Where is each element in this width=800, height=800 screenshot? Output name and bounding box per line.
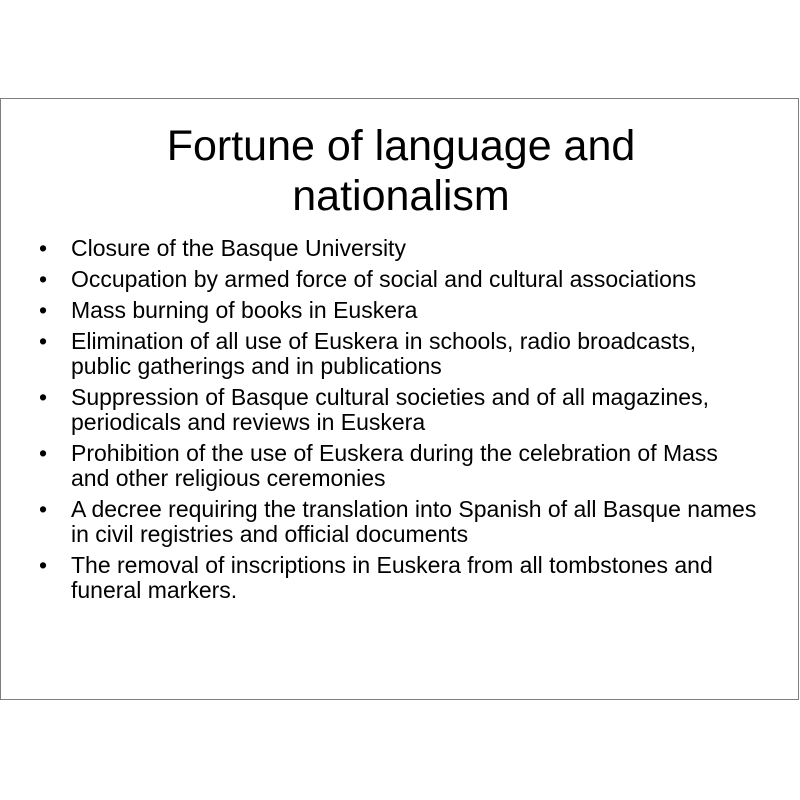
- bullet-text: Prohibition of the use of Euskera during the celebration of Mass and other religious ceremonies: [71, 440, 718, 491]
- bullet-text: Elimination of all use of Euskera in schools, radio broadcasts, public gatherings and in publications: [71, 328, 697, 379]
- bullet-dot-icon: •: [39, 440, 48, 466]
- bullet-dot-icon: •: [39, 266, 48, 292]
- bullet-item-occupation: [39, 267, 759, 292]
- bullet-text: The removal of inscriptions in Euskera from all tombstones and funeral markers.: [71, 552, 713, 603]
- bullet-dot-icon: •: [39, 552, 48, 578]
- bullet-list: [39, 236, 759, 609]
- bullet-text: Suppression of Basque cultural societies and of all magazines, periodicals and reviews in Euskera: [71, 384, 709, 435]
- bullet-text: Closure of the Basque University: [71, 235, 406, 261]
- bullet-dot-icon: •: [39, 235, 48, 261]
- slide-title: [1, 121, 800, 221]
- bullet-text: Occupation by armed force of social and cultural associations: [71, 266, 697, 292]
- bullet-text: Mass burning of books in Euskera: [71, 297, 418, 323]
- slide-title-line-2: nationalism: [292, 172, 510, 220]
- bullet-dot-icon: •: [39, 496, 48, 522]
- bullet-dot-icon: •: [39, 384, 48, 410]
- bullet-text: A decree requiring the translation into Spanish of all Basque names in civil registries and official documents: [71, 496, 757, 547]
- slide: [0, 98, 799, 700]
- bullet-item-prohibition: [39, 441, 759, 491]
- bullet-item-elimination: [39, 329, 759, 379]
- bullet-dot-icon: •: [39, 328, 48, 354]
- bullet-dot-icon: •: [39, 297, 48, 323]
- bullet-item-book-burning: [39, 298, 759, 323]
- bullet-item-removal: [39, 553, 759, 603]
- bullet-item-decree: [39, 497, 759, 547]
- bullet-item-suppression: [39, 385, 759, 435]
- bullet-item-university-closure: [39, 236, 759, 261]
- slide-title-line-1: Fortune of language and: [166, 122, 636, 170]
